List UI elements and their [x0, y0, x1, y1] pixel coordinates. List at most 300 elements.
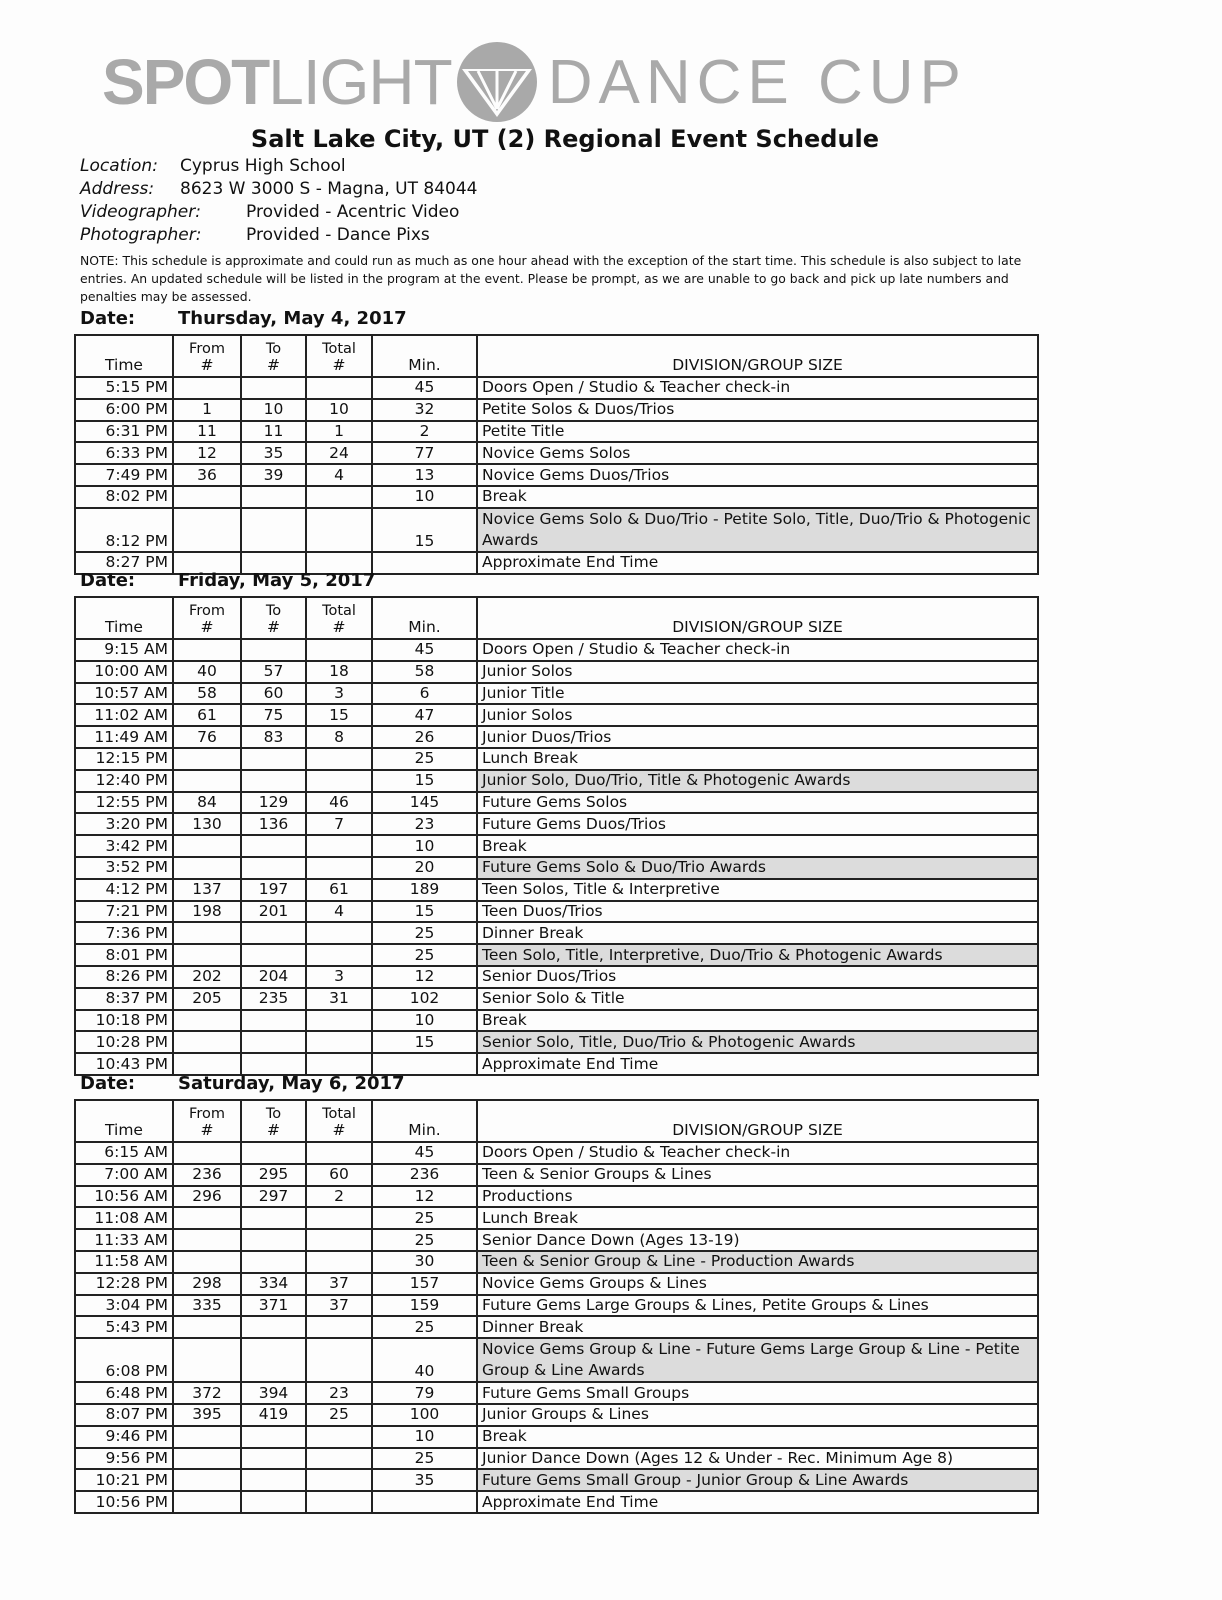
division-cell: Novice Gems Solo & Duo/Trio - Petite Solo, Title, Duo/Trio & Photogenic Awards	[477, 508, 1038, 552]
to-cell: 295	[241, 1164, 306, 1186]
division-cell: Senior Dance Down (Ages 13-19)	[477, 1229, 1038, 1251]
total-cell: 37	[306, 1295, 372, 1317]
from-cell	[173, 508, 241, 552]
division-cell: Future Gems Small Groups	[477, 1382, 1038, 1404]
from-cell	[173, 1031, 241, 1053]
division-cell: Junior Groups & Lines	[477, 1404, 1038, 1426]
info-label: Photographer:	[80, 225, 202, 245]
time-cell: 3:52 PM	[75, 857, 173, 879]
min-cell: 45	[372, 377, 477, 399]
table-row	[75, 966, 1038, 988]
table-row	[75, 1338, 1038, 1382]
division-cell: Teen Solo, Title, Interpretive, Duo/Trio & Photogenic Awards	[477, 944, 1038, 966]
table-row	[75, 1426, 1038, 1448]
info-label: Location:	[80, 156, 158, 176]
table-row	[75, 639, 1038, 661]
division-cell: Petite Solos & Duos/Trios	[477, 399, 1038, 421]
min-cell: 10	[372, 486, 477, 508]
from-cell	[173, 1251, 241, 1273]
from-cell	[173, 922, 241, 944]
header-from: From #	[173, 335, 241, 377]
table-row	[75, 1491, 1038, 1513]
date-heading	[80, 1073, 405, 1094]
division-cell: Future Gems Large Groups & Lines, Petite Groups & Lines	[477, 1295, 1038, 1317]
table-row	[75, 1273, 1038, 1295]
info-line	[80, 225, 430, 245]
division-cell: Senior Duos/Trios	[477, 966, 1038, 988]
time-cell: 12:28 PM	[75, 1273, 173, 1295]
min-cell: 15	[372, 508, 477, 552]
time-cell: 8:01 PM	[75, 944, 173, 966]
from-cell: 202	[173, 966, 241, 988]
min-cell: 25	[372, 1207, 477, 1229]
from-cell: 395	[173, 1404, 241, 1426]
header-from: From #	[173, 1100, 241, 1142]
time-cell: 7:49 PM	[75, 464, 173, 486]
total-cell: 2	[306, 1186, 372, 1208]
division-cell: Lunch Break	[477, 1207, 1038, 1229]
to-cell	[241, 857, 306, 879]
division-cell: Novice Gems Solos	[477, 442, 1038, 464]
total-cell	[306, 486, 372, 508]
time-cell: 5:15 PM	[75, 377, 173, 399]
total-cell: 61	[306, 879, 372, 901]
table-row	[75, 857, 1038, 879]
header-min: Min.	[372, 1100, 477, 1142]
min-cell: 47	[372, 704, 477, 726]
min-cell: 189	[372, 879, 477, 901]
time-cell: 8:07 PM	[75, 1404, 173, 1426]
min-cell: 25	[372, 1316, 477, 1338]
to-cell	[241, 1426, 306, 1448]
to-cell: 60	[241, 683, 306, 705]
division-cell: Teen Solos, Title & Interpretive	[477, 879, 1038, 901]
from-cell	[173, 770, 241, 792]
total-cell: 18	[306, 661, 372, 683]
from-cell	[173, 1491, 241, 1513]
table-row	[75, 1164, 1038, 1186]
min-cell: 102	[372, 988, 477, 1010]
division-cell: Senior Solo, Title, Duo/Trio & Photogenic Awards	[477, 1031, 1038, 1053]
total-cell	[306, 1338, 372, 1382]
to-cell	[241, 944, 306, 966]
division-cell: Doors Open / Studio & Teacher check-in	[477, 1142, 1038, 1164]
total-cell	[306, 1316, 372, 1338]
to-cell: 39	[241, 464, 306, 486]
total-cell	[306, 770, 372, 792]
from-cell: 298	[173, 1273, 241, 1295]
to-cell	[241, 748, 306, 770]
time-cell: 3:20 PM	[75, 813, 173, 835]
min-cell: 35	[372, 1469, 477, 1491]
min-cell: 45	[372, 1142, 477, 1164]
header-division: DIVISION/GROUP SIZE	[477, 1100, 1038, 1142]
header-to: To #	[241, 1100, 306, 1142]
schedule-table	[74, 334, 1039, 575]
from-cell: 372	[173, 1382, 241, 1404]
from-cell: 40	[173, 661, 241, 683]
time-cell: 8:37 PM	[75, 988, 173, 1010]
from-cell: 130	[173, 813, 241, 835]
total-cell: 31	[306, 988, 372, 1010]
date-value: Thursday, May 4, 2017	[178, 308, 407, 329]
min-cell	[372, 1491, 477, 1513]
time-cell: 3:42 PM	[75, 835, 173, 857]
min-cell: 10	[372, 1010, 477, 1032]
division-cell: Junior Duos/Trios	[477, 726, 1038, 748]
time-cell: 10:28 PM	[75, 1031, 173, 1053]
time-cell: 10:43 PM	[75, 1053, 173, 1075]
page-title: Salt Lake City, UT (2) Regional Event Schedule	[250, 125, 880, 153]
time-cell: 5:43 PM	[75, 1316, 173, 1338]
table-row	[75, 1031, 1038, 1053]
division-cell: Break	[477, 835, 1038, 857]
to-cell: 10	[241, 399, 306, 421]
from-cell: 12	[173, 442, 241, 464]
from-cell: 205	[173, 988, 241, 1010]
table-row	[75, 813, 1038, 835]
division-cell: Novice Gems Group & Line - Future Gems Large Group & Line - Petite Group & Line Awards	[477, 1338, 1038, 1382]
to-cell: 83	[241, 726, 306, 748]
total-cell	[306, 639, 372, 661]
total-cell	[306, 1207, 372, 1229]
total-cell: 37	[306, 1273, 372, 1295]
division-cell: Approximate End Time	[477, 552, 1038, 574]
total-cell	[306, 377, 372, 399]
table-row	[75, 1186, 1038, 1208]
table-row	[75, 486, 1038, 508]
min-cell: 10	[372, 1426, 477, 1448]
total-cell	[306, 922, 372, 944]
from-cell	[173, 944, 241, 966]
total-cell: 24	[306, 442, 372, 464]
from-cell	[173, 1010, 241, 1032]
min-cell	[372, 1053, 477, 1075]
time-cell: 3:04 PM	[75, 1295, 173, 1317]
time-cell: 8:12 PM	[75, 508, 173, 552]
min-cell: 25	[372, 1229, 477, 1251]
total-cell	[306, 944, 372, 966]
table-row	[75, 399, 1038, 421]
time-cell: 10:56 AM	[75, 1186, 173, 1208]
time-cell: 11:08 AM	[75, 1207, 173, 1229]
header-to: To #	[241, 597, 306, 639]
time-cell: 10:18 PM	[75, 1010, 173, 1032]
division-cell: Break	[477, 1010, 1038, 1032]
table-row	[75, 1295, 1038, 1317]
to-cell	[241, 1448, 306, 1470]
division-cell: Future Gems Solos	[477, 792, 1038, 814]
table-row	[75, 661, 1038, 683]
to-cell	[241, 1207, 306, 1229]
from-cell	[173, 486, 241, 508]
info-line	[80, 202, 459, 222]
to-cell: 129	[241, 792, 306, 814]
time-cell: 10:00 AM	[75, 661, 173, 683]
table-row	[75, 1010, 1038, 1032]
spotlight-dance-cup-logo	[102, 42, 967, 122]
table-row	[75, 1469, 1038, 1491]
from-cell	[173, 1142, 241, 1164]
time-cell: 9:46 PM	[75, 1426, 173, 1448]
to-cell	[241, 1491, 306, 1513]
table-row	[75, 683, 1038, 705]
time-cell: 7:21 PM	[75, 901, 173, 923]
info-value: Cyprus High School	[180, 156, 346, 176]
division-cell: Teen & Senior Group & Line - Production Awards	[477, 1251, 1038, 1273]
schedule-note: NOTE: This schedule is approximate and could run as much as one hour ahead with the exception of the start time. This schedule is also subject to late entries. An updated schedule will be listed in the program at the event. Please be prompt, as we are unable to go back and pick up late numbers and penalties may be assessed.	[80, 253, 1022, 304]
division-cell: Lunch Break	[477, 748, 1038, 770]
division-cell: Doors Open / Studio & Teacher check-in	[477, 639, 1038, 661]
total-cell	[306, 835, 372, 857]
division-cell: Novice Gems Groups & Lines	[477, 1273, 1038, 1295]
to-cell	[241, 922, 306, 944]
diamond-logo-icon	[456, 41, 538, 123]
header-row	[75, 597, 1038, 639]
header-row	[75, 1100, 1038, 1142]
time-cell: 11:33 AM	[75, 1229, 173, 1251]
division-cell: Dinner Break	[477, 1316, 1038, 1338]
to-cell: 57	[241, 661, 306, 683]
table-row	[75, 464, 1038, 486]
header-total: Total #	[306, 335, 372, 377]
table-row	[75, 835, 1038, 857]
to-cell: 35	[241, 442, 306, 464]
total-cell	[306, 1031, 372, 1053]
min-cell: 15	[372, 1031, 477, 1053]
min-cell: 32	[372, 399, 477, 421]
header-min: Min.	[372, 597, 477, 639]
total-cell: 60	[306, 1164, 372, 1186]
total-cell: 15	[306, 704, 372, 726]
info-label: Videographer:	[80, 202, 201, 222]
to-cell	[241, 1229, 306, 1251]
total-cell: 3	[306, 966, 372, 988]
total-cell	[306, 1010, 372, 1032]
from-cell	[173, 857, 241, 879]
min-cell: 25	[372, 944, 477, 966]
from-cell	[173, 835, 241, 857]
total-cell	[306, 1426, 372, 1448]
min-cell: 12	[372, 966, 477, 988]
division-cell: Junior Solos	[477, 704, 1038, 726]
time-cell: 12:15 PM	[75, 748, 173, 770]
table-row	[75, 1316, 1038, 1338]
total-cell: 4	[306, 901, 372, 923]
info-value: Provided - Dance Pixs	[246, 225, 430, 245]
logo-text-light: LIGHT	[268, 46, 452, 118]
min-cell	[372, 552, 477, 574]
min-cell: 12	[372, 1186, 477, 1208]
total-cell: 10	[306, 399, 372, 421]
to-cell	[241, 1251, 306, 1273]
time-cell: 10:56 PM	[75, 1491, 173, 1513]
table-row	[75, 922, 1038, 944]
info-line	[80, 156, 346, 176]
time-cell: 4:12 PM	[75, 879, 173, 901]
division-cell: Novice Gems Duos/Trios	[477, 464, 1038, 486]
from-cell	[173, 1053, 241, 1075]
from-cell	[173, 1469, 241, 1491]
from-cell: 84	[173, 792, 241, 814]
schedule-table	[74, 596, 1039, 1076]
time-cell: 6:15 AM	[75, 1142, 173, 1164]
time-cell: 6:00 PM	[75, 399, 173, 421]
to-cell: 235	[241, 988, 306, 1010]
header-row	[75, 335, 1038, 377]
date-label: Date:	[80, 570, 136, 591]
header-division: DIVISION/GROUP SIZE	[477, 597, 1038, 639]
total-cell	[306, 748, 372, 770]
total-cell	[306, 857, 372, 879]
table-row	[75, 879, 1038, 901]
time-cell: 6:31 PM	[75, 421, 173, 443]
division-cell: Future Gems Small Group - Junior Group & Line Awards	[477, 1469, 1038, 1491]
time-cell: 8:26 PM	[75, 966, 173, 988]
total-cell: 23	[306, 1382, 372, 1404]
from-cell: 36	[173, 464, 241, 486]
min-cell: 25	[372, 922, 477, 944]
total-cell	[306, 1251, 372, 1273]
division-cell: Future Gems Duos/Trios	[477, 813, 1038, 835]
from-cell: 335	[173, 1295, 241, 1317]
info-label: Address:	[80, 179, 155, 199]
time-cell: 6:33 PM	[75, 442, 173, 464]
time-cell: 10:21 PM	[75, 1469, 173, 1491]
to-cell	[241, 770, 306, 792]
table-row	[75, 770, 1038, 792]
to-cell	[241, 835, 306, 857]
division-cell: Break	[477, 1426, 1038, 1448]
min-cell: 100	[372, 1404, 477, 1426]
header-time: Time	[75, 1100, 173, 1142]
min-cell: 6	[372, 683, 477, 705]
logo-text-dance-cup: DANCE CUP	[547, 47, 967, 117]
min-cell: 2	[372, 421, 477, 443]
time-cell: 6:48 PM	[75, 1382, 173, 1404]
header-total: Total #	[306, 1100, 372, 1142]
to-cell	[241, 1338, 306, 1382]
min-cell: 77	[372, 442, 477, 464]
date-heading	[80, 570, 376, 591]
to-cell	[241, 486, 306, 508]
table-row	[75, 1142, 1038, 1164]
from-cell	[173, 1229, 241, 1251]
to-cell: 75	[241, 704, 306, 726]
min-cell: 45	[372, 639, 477, 661]
header-time: Time	[75, 597, 173, 639]
total-cell: 4	[306, 464, 372, 486]
total-cell: 46	[306, 792, 372, 814]
division-cell: Senior Solo & Title	[477, 988, 1038, 1010]
time-cell: 8:27 PM	[75, 552, 173, 574]
header-from: From #	[173, 597, 241, 639]
division-cell: Doors Open / Studio & Teacher check-in	[477, 377, 1038, 399]
header-time: Time	[75, 335, 173, 377]
total-cell: 7	[306, 813, 372, 835]
total-cell: 3	[306, 683, 372, 705]
date-label: Date:	[80, 1073, 136, 1094]
date-heading	[80, 308, 407, 329]
division-cell: Approximate End Time	[477, 1053, 1038, 1075]
min-cell: 25	[372, 748, 477, 770]
header-min: Min.	[372, 335, 477, 377]
division-cell: Petite Title	[477, 421, 1038, 443]
from-cell: 198	[173, 901, 241, 923]
min-cell: 20	[372, 857, 477, 879]
division-cell: Junior Title	[477, 683, 1038, 705]
from-cell	[173, 639, 241, 661]
info-value: Provided - Acentric Video	[246, 202, 460, 222]
to-cell: 419	[241, 1404, 306, 1426]
table-row	[75, 1229, 1038, 1251]
time-cell: 9:56 PM	[75, 1448, 173, 1470]
to-cell: 204	[241, 966, 306, 988]
from-cell	[173, 1338, 241, 1382]
min-cell: 236	[372, 1164, 477, 1186]
time-cell: 12:55 PM	[75, 792, 173, 814]
division-cell: Approximate End Time	[477, 1491, 1038, 1513]
to-cell	[241, 1031, 306, 1053]
min-cell: 30	[372, 1251, 477, 1273]
to-cell	[241, 377, 306, 399]
time-cell: 11:49 AM	[75, 726, 173, 748]
table-row	[75, 1053, 1038, 1075]
time-cell: 11:58 AM	[75, 1251, 173, 1273]
date-label: Date:	[80, 308, 136, 329]
header-to: To #	[241, 335, 306, 377]
total-cell	[306, 1491, 372, 1513]
division-cell: Dinner Break	[477, 922, 1038, 944]
table-row	[75, 726, 1038, 748]
division-cell: Junior Dance Down (Ages 12 & Under - Rec. Minimum Age 8)	[477, 1448, 1038, 1470]
to-cell	[241, 508, 306, 552]
total-cell	[306, 508, 372, 552]
total-cell: 8	[306, 726, 372, 748]
total-cell	[306, 1142, 372, 1164]
table-row	[75, 792, 1038, 814]
from-cell: 296	[173, 1186, 241, 1208]
min-cell: 10	[372, 835, 477, 857]
total-cell	[306, 1229, 372, 1251]
from-cell: 1	[173, 399, 241, 421]
division-cell: Teen & Senior Groups & Lines	[477, 1164, 1038, 1186]
total-cell: 25	[306, 1404, 372, 1426]
from-cell: 61	[173, 704, 241, 726]
from-cell	[173, 1426, 241, 1448]
total-cell: 1	[306, 421, 372, 443]
min-cell: 25	[372, 1448, 477, 1470]
table-row	[75, 421, 1038, 443]
division-cell: Productions	[477, 1186, 1038, 1208]
from-cell: 76	[173, 726, 241, 748]
time-cell: 10:57 AM	[75, 683, 173, 705]
to-cell	[241, 1142, 306, 1164]
time-cell: 6:08 PM	[75, 1338, 173, 1382]
table-row	[75, 944, 1038, 966]
total-cell	[306, 1448, 372, 1470]
division-cell: Break	[477, 486, 1038, 508]
from-cell: 137	[173, 879, 241, 901]
header-division: DIVISION/GROUP SIZE	[477, 335, 1038, 377]
time-cell: 12:40 PM	[75, 770, 173, 792]
to-cell: 394	[241, 1382, 306, 1404]
min-cell: 13	[372, 464, 477, 486]
to-cell: 334	[241, 1273, 306, 1295]
from-cell	[173, 748, 241, 770]
from-cell	[173, 1316, 241, 1338]
total-cell	[306, 1053, 372, 1075]
